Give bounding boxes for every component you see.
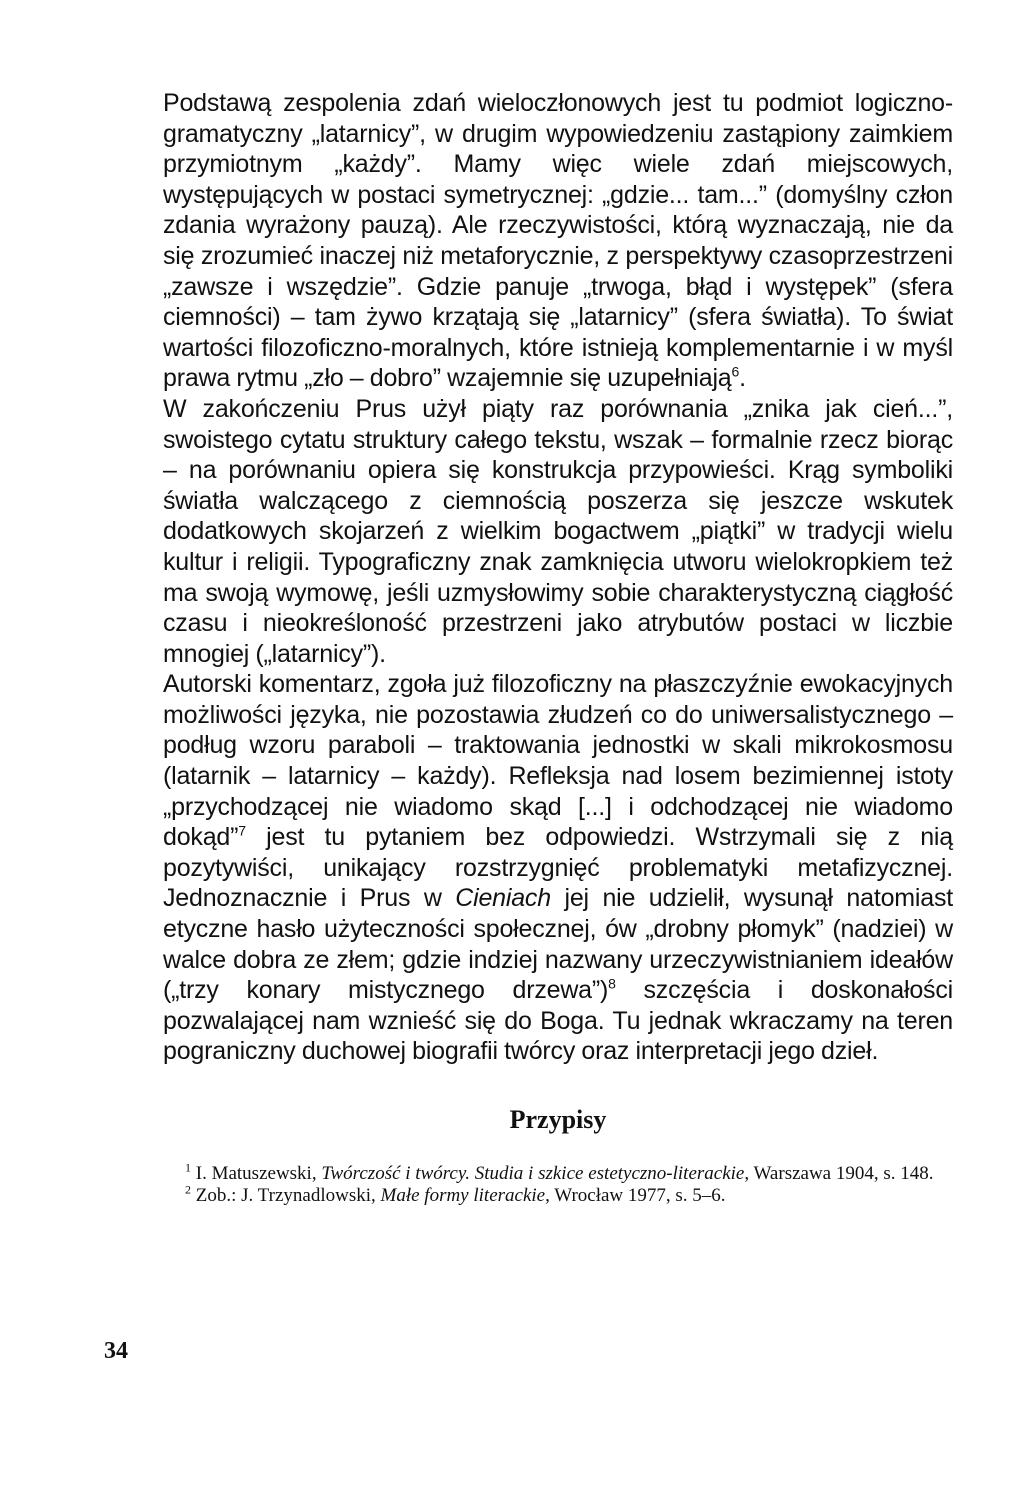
footnote-1-number: 1 (185, 1160, 191, 1175)
footnote-ref-7[interactable]: 7 (238, 822, 246, 839)
paragraph-2-text: W zakończeniu Prus użył piąty raz porównania „znika jak cień...”, swoistego cytatu struktury całego tekstu, wszak – formalnie rzecz biorąc – na porównaniu opiera się konstrukcja przypowieści. Krąg symboliki światła walczącego z ciemnością poszerza się jeszcze wskutek dodatkowych skojarzeń z wielkim bogactwem „piątki” w tradycji wielu kultur i religii. Typograficzny znak zamknięcia utworu wielokropkiem też ma swoją wymowę, jeśli uzmysłowimy sobie charakterystyczną ciągłość czasu i nieokreśloność przestrzeni jako atrybutów postaci w liczbie mnogiej („latarnicy”). (163, 394, 953, 668)
paragraph-3-text-d: szczęścia i doskonałości pozwalającej nam wznieść się do Boga. Tu jednak wkraczamy na teren pograniczny duchowej biografii twórcy oraz interpretacji jego dzieł. (163, 976, 953, 1066)
footnote-2-title: Małe formy literackie (380, 1185, 546, 1206)
paragraph-3 (163, 669, 953, 1067)
footnote-2-text-a: Zob.: J. Trzynadlowski, (191, 1185, 381, 1206)
footnote-ref-6[interactable]: 6 (731, 364, 740, 381)
footnote-2 (163, 1182, 953, 1207)
paragraph-3-text-c: jej nie udzielił, wysunął natomiast etyczne hasło użyteczności społecznej, ów „drobny płomyk” (nadziei) w walce dobra ze złem; gdzie indziej nazwany urzeczywistnianiem ideałów („trzy konary mistycznego drzewa”) (163, 884, 954, 1005)
footnote-1-text-b: , Warszawa 1904, s. 148. (744, 1163, 934, 1184)
page-content (163, 88, 953, 1207)
footnote-2-text-b: , Wrocław 1977, s. 5–6. (545, 1185, 726, 1206)
footnote-1-text-a: I. Matuszewski, (191, 1163, 322, 1184)
footnote-ref-8[interactable]: 8 (608, 975, 616, 992)
footnote-1-title: Twórczość i twórcy. Studia i szkice estetyczno-literackie (321, 1163, 745, 1184)
footnote-1 (163, 1160, 953, 1185)
section-heading: Przypisy (509, 1105, 607, 1134)
paragraph-3-text-a: Autorski komentarz, zgoła już filozoficzny na płaszczyźnie ewokacyjnych możliwości języka, nie pozostawia złudzeń co do uniwersalistycznego – podług wzoru paraboli – traktowania jednostki w skali mikrokosmosu (latarnik – latarnicy – każdy). Refleksja nad losem bezimiennej istoty „przychodzącej nie wiadomo skąd [...] i odchodzącej nie wiadomo dokąd” (163, 670, 953, 852)
footnote-2-number: 2 (185, 1182, 191, 1197)
paragraph-3-italic-title: Cieniach (455, 884, 551, 913)
paragraph-1 (163, 88, 953, 394)
page-number: 34 (104, 1338, 128, 1364)
paragraph-1-end: . (739, 364, 746, 393)
paragraph-1-text: Podstawą zespolenia zdań wieloczłonowych jest tu podmiot logiczno-gramatyczny „latarnicy”, w drugim wypowiedzeniu zastąpiony zaimkiem przymiotnym „każdy”. Mamy więc wiele zdań miejscowych, występujących w postaci symetrycznej: „gdzie... tam...” (domyślny człon zdania wyrażony pauzą). Ale rzeczywistości, którą wyznaczają, nie da się zrozumieć inaczej niż metaforycznie, z perspektywy czasoprzestrzeni „zawsze i wszędzie”. Gdzie panuje „trwoga, błąd i występek” (sfera ciemności) – tam żywo krzątają się „latarnicy” (sfera światła). To świat wartości filozoficzno-moralnych, które istnieją komplementarnie i w myśl prawa rytmu „zło – dobro” wzajemnie się uzupełniają (163, 89, 953, 393)
paragraph-2 (163, 394, 953, 669)
paragraph-3-text-b: jest tu pytaniem bez odpowiedzi. Wstrzymali się z nią pozytywiści, unikający rozstrzygnięć problematyki metafizycznej. Jednoznacznie i Prus w (163, 823, 953, 913)
